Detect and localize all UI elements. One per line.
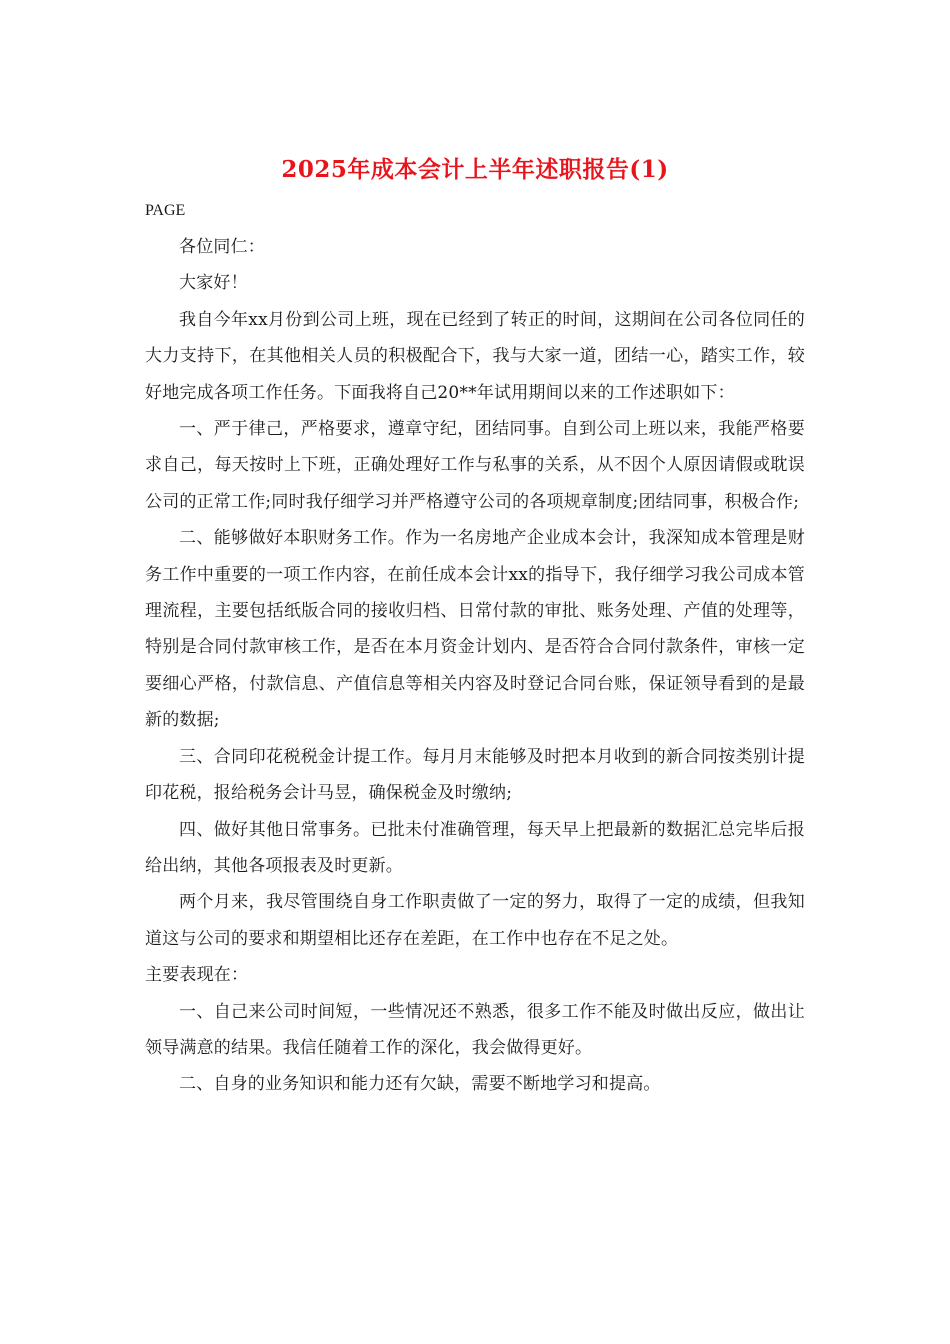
page-field-code: PAGE (145, 202, 186, 219)
section-3-paragraph: 三、合同印花税税金计提工作。每月月末能够及时把本月收到的新合同按类别计提印花税，报给税务会计马昱，确保税金及时缴纳; (145, 746, 805, 804)
section-1-paragraph: 一、严于律己，严格要求，遵章守纪，团结同事。自到公司上班以来，我能严格要求自己，每天按时上下班，正确处理好工作与私事的关系，从不因个人原因请假或耽误公司的正常工作;同时我仔细学习并严格遵守公司的各项规章制度;团结同事，积极合作; (145, 419, 805, 512)
summary-paragraph: 两个月来，我尽管围绕自身工作职责做了一定的努力，取得了一定的成绩，但我知道这与公司的要求和期望相比还存在差距，在工作中也存在不足之处。 (145, 892, 805, 949)
intro-paragraph: 我自今年xx月份到公司上班，现在已经到了转正的时间，这期间在公司各位同任的大力支持下，在其他相关人员的积极配合下，我与大家一道，团结一心，踏实工作，较好地完成各项工作任务。下面我将自己20**年试用期间以来的工作述职如下： (145, 309, 805, 403)
shortcomings-heading: 主要表现在： (145, 965, 249, 986)
shortcoming-2-paragraph: 二、自身的业务知识和能力还有欠缺，需要不断地学习和提高。 (179, 1074, 661, 1095)
section-2-paragraph: 二、能够做好本职财务工作。作为一名房地产企业成本会计，我深知成本管理是财务工作中重要的一项工作内容，在前任成本会计xx的指导下，我仔细学习我公司成本管理流程，主要包括纸版合同的接收归档、日常付款的审批、账务处理、产值的处理等，特别是合同付款审核工作，是否在本月资金计划内、是否符合合同付款条件，审核一定要细心严格，付款信息、产值信息等相关内容及时登记合同台账，保证领导看到的是最新的数据; (145, 528, 805, 731)
document-body (145, 229, 805, 1103)
shortcoming-1-paragraph: 一、自己来公司时间短，一些情况还不熟悉，很多工作不能及时做出反应，做出让领导满意的结果。我信任随着工作的深化，我会做得更好。 (145, 1001, 805, 1058)
salutation-paragraph: 大家好！ (179, 273, 248, 294)
greeting-paragraph: 各位同仁： (179, 237, 265, 257)
section-4-paragraph: 四、做好其他日常事务。已批未付准确管理，每天早上把最新的数据汇总完毕后报给出纳，其他各项报表及时更新。 (145, 819, 805, 876)
document-title: 2025年成本会计上半年述职报告(1) (281, 156, 669, 183)
